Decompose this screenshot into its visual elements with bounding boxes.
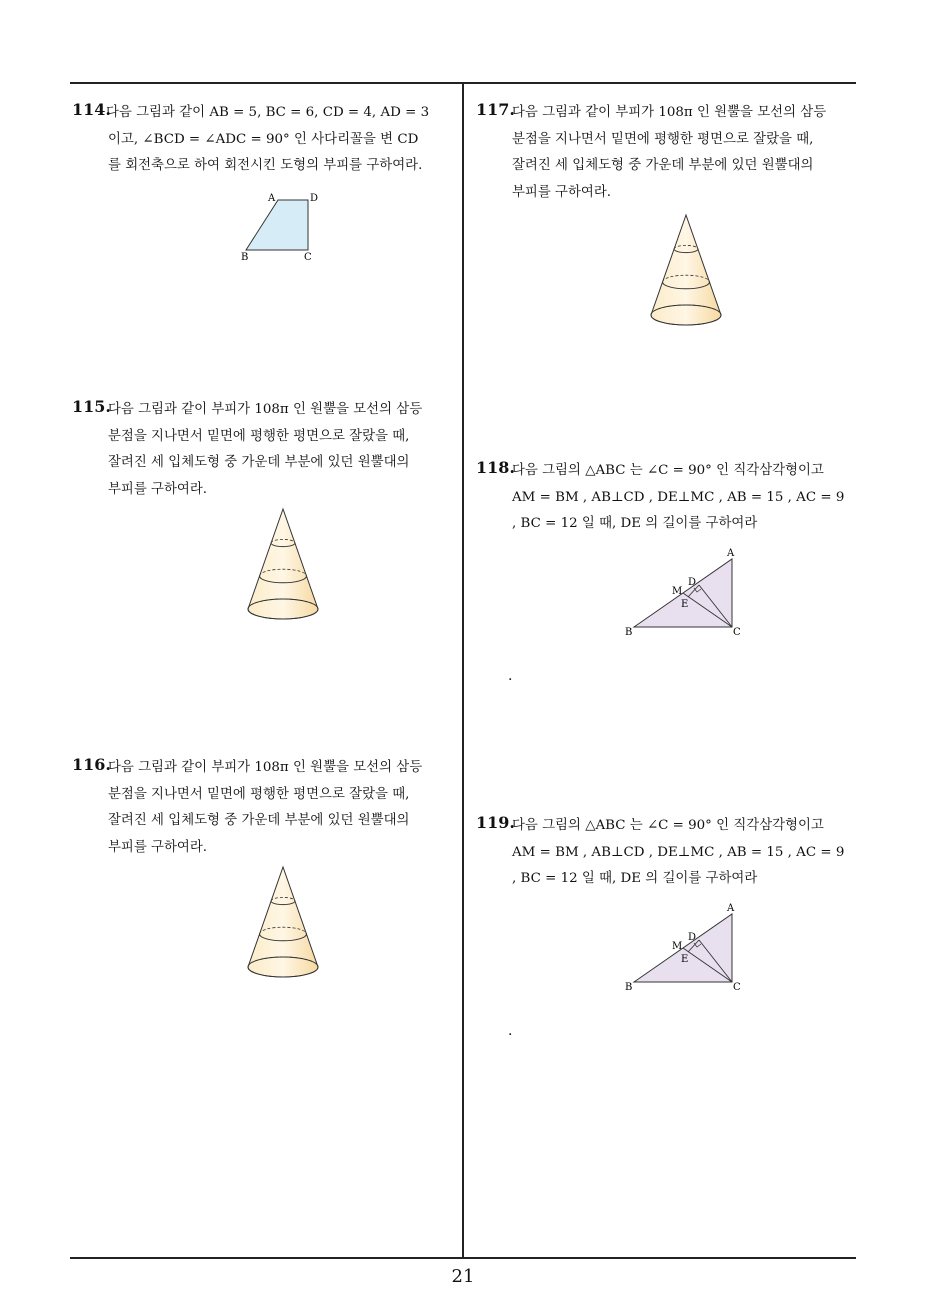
problem-number: 116.	[72, 755, 111, 774]
problem-line: 잘려진 세 입체도형 중 가운데 부분에 있던 원뿔대의	[108, 455, 410, 470]
problem-number: 118.	[476, 458, 515, 477]
problem-line: 다음 그림의 △ABC 는 ∠C = 90° 인 직각삼각형이고	[512, 818, 824, 833]
cone-body	[651, 215, 721, 325]
page-number: 21	[451, 1266, 475, 1287]
problem-line: , BC = 12 일 때, DE 의 길이를 구하여라	[512, 871, 758, 886]
problem-text	[108, 755, 460, 861]
triangle-figure	[620, 545, 750, 645]
problem-line: 분점을 지나면서 밑면에 평행한 평면으로 잘랐을 때,	[512, 131, 814, 147]
problem-line: AM = BM , AB⊥CD , DE⊥MC , AB = 15 , AC = 9	[512, 844, 845, 860]
problem-number: 117.	[476, 100, 515, 119]
trapezoid-figure	[236, 190, 326, 262]
cone-figure	[641, 211, 731, 331]
problem-number: 115.	[72, 397, 111, 416]
problem-number: 114.	[72, 100, 111, 119]
problem-114	[72, 100, 460, 180]
problem-119	[476, 813, 864, 893]
problem-line: 분점을 지나면서 밑면에 평행한 평면으로 잘랐을 때,	[108, 428, 410, 444]
trailing-dot: .	[508, 1023, 513, 1039]
problem-line: 다음 그림과 같이 부피가 108π 인 원뿔을 모선의 삼등	[108, 402, 423, 417]
problem-line: AM = BM , AB⊥CD , DE⊥MC , AB = 15 , AC = 9	[512, 489, 845, 505]
problem-text	[512, 458, 864, 538]
problem-line: 잘려진 세 입체도형 중 가운데 부분에 있던 원뿔대의	[108, 813, 410, 828]
problem-line: 다음 그림과 같이 AB = 5, BC = 6, CD = 4, AD = 3	[106, 105, 430, 120]
label-m: M	[672, 941, 683, 952]
problem-text	[108, 100, 460, 180]
cone-figure	[238, 863, 328, 983]
trailing-dot: .	[508, 668, 513, 684]
cone-figure	[238, 505, 328, 625]
label-a: A	[727, 903, 735, 914]
problem-116	[72, 755, 460, 861]
problem-line: 를 회전축으로 하여 회전시킨 도형의 부피를 구하여라.	[108, 158, 423, 173]
label-d: D	[310, 193, 319, 204]
problem-117	[476, 100, 864, 206]
label-e: E	[681, 954, 689, 965]
problem-line: 부피를 구하여라.	[108, 839, 208, 855]
problem-line: 다음 그림과 같이 부피가 108π 인 원뿔을 모선의 삼등	[512, 105, 827, 120]
problem-number: 119.	[476, 813, 515, 832]
label-a: A	[268, 193, 276, 204]
problem-line: 분점을 지나면서 밑면에 평행한 평면으로 잘랐을 때,	[108, 786, 410, 802]
label-c: C	[304, 252, 312, 262]
problem-text	[512, 813, 864, 893]
problem-line: 이고, ∠BCD = ∠ADC = 90° 인 사다리꼴을 변 CD	[108, 131, 419, 147]
label-b: B	[241, 252, 249, 262]
label-c: C	[733, 982, 741, 993]
problem-text	[108, 397, 460, 503]
label-d: D	[688, 577, 697, 588]
problem-line: 다음 그림의 △ABC 는 ∠C = 90° 인 직각삼각형이고	[512, 463, 824, 478]
problem-text	[512, 100, 864, 206]
cone-body	[248, 867, 318, 977]
triangle-figure	[620, 900, 750, 1000]
label-e: E	[681, 599, 689, 610]
cone-body	[248, 509, 318, 619]
problem-115	[72, 397, 460, 503]
label-a: A	[727, 548, 735, 559]
trapezoid-shape	[246, 200, 308, 250]
label-c: C	[733, 627, 741, 638]
problem-line: 부피를 구하여라.	[512, 184, 612, 200]
problem-118	[476, 458, 864, 538]
label-d: D	[688, 932, 697, 943]
bottom-rule	[70, 1257, 856, 1259]
problem-line: 부피를 구하여라.	[108, 481, 208, 497]
label-m: M	[672, 586, 683, 597]
label-b: B	[625, 627, 633, 638]
problem-line: 잘려진 세 입체도형 중 가운데 부분에 있던 원뿔대의	[512, 158, 814, 173]
label-b: B	[625, 982, 633, 993]
column-divider	[462, 82, 464, 1258]
problem-line: , BC = 12 일 때, DE 의 길이를 구하여라	[512, 516, 758, 531]
problem-line: 다음 그림과 같이 부피가 108π 인 원뿔을 모선의 삼등	[108, 760, 423, 775]
